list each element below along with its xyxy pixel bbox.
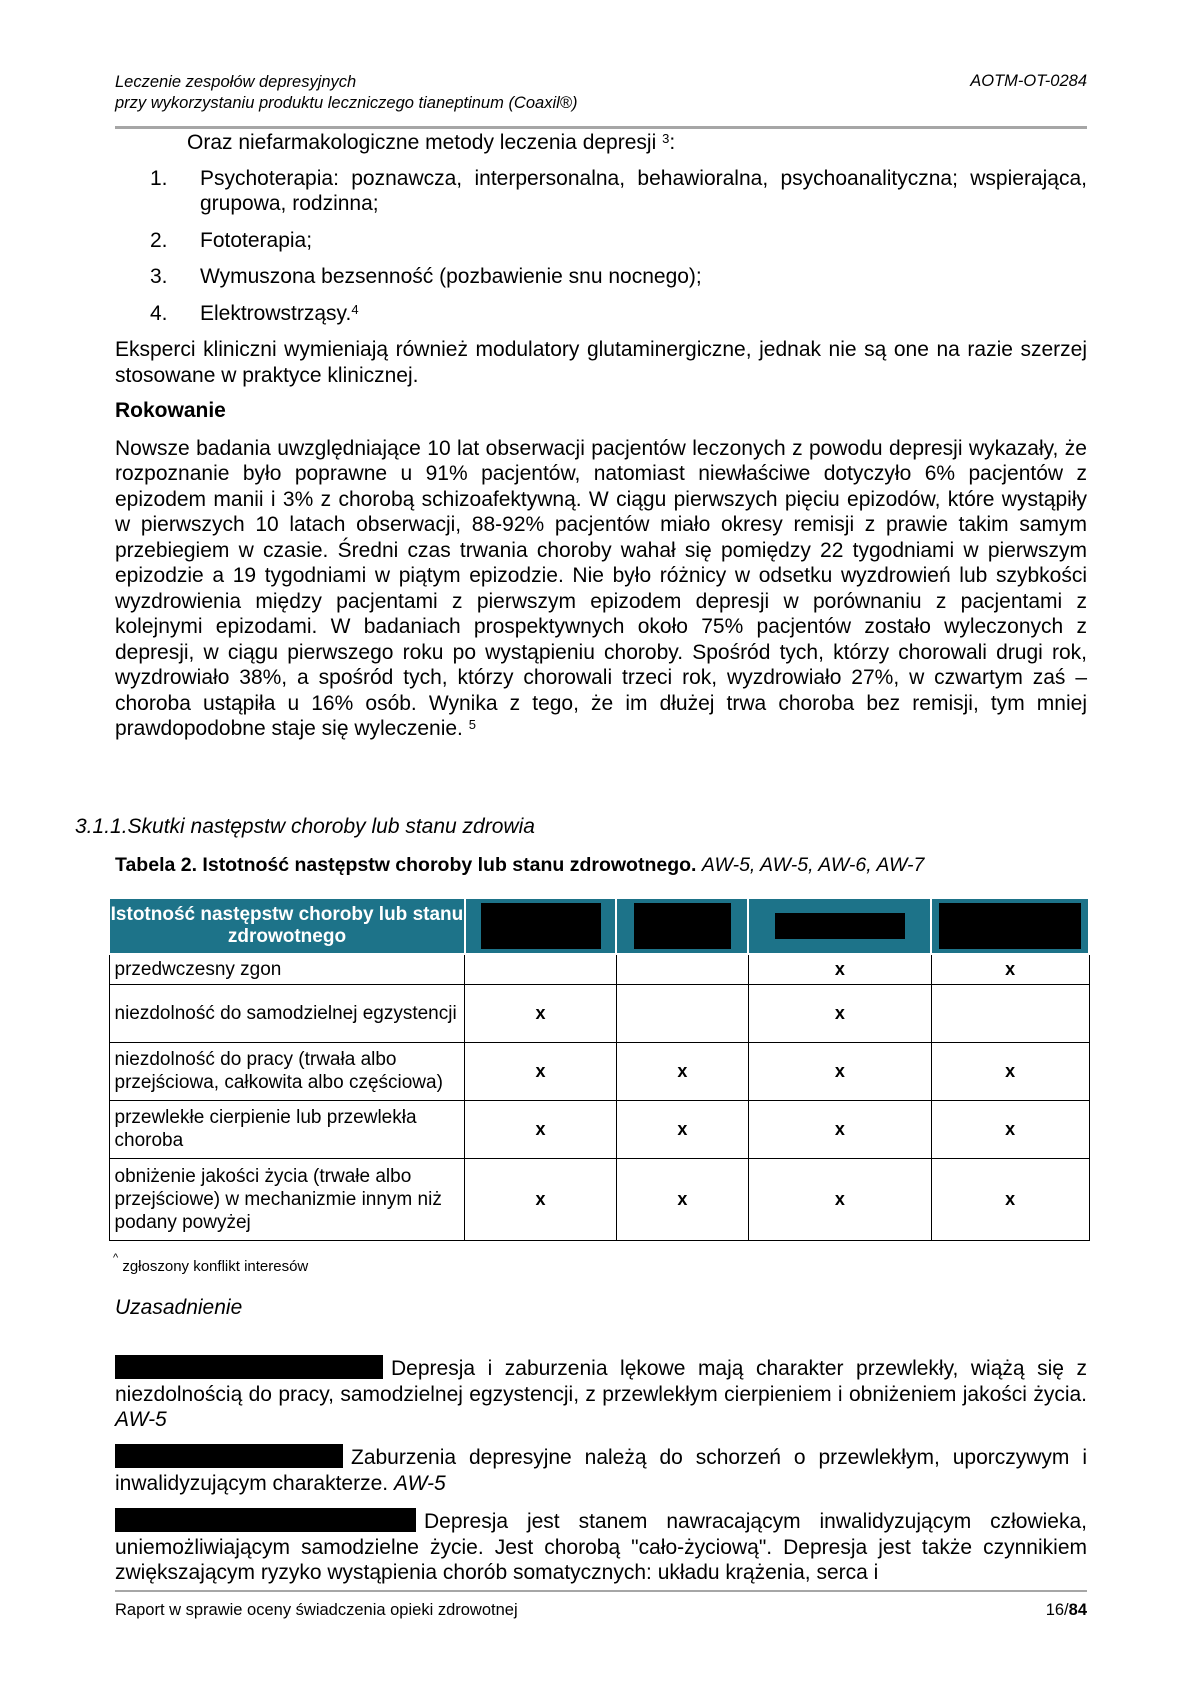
prognosis-paragraph	[115, 436, 1087, 742]
list-item-number: 1.	[150, 166, 168, 190]
row-mark	[931, 984, 1089, 1042]
redaction-block	[634, 903, 731, 949]
row-mark: x	[616, 1042, 748, 1100]
table-header-redacted	[931, 898, 1089, 954]
row-mark: x	[465, 1158, 616, 1240]
redaction-block	[775, 913, 905, 939]
redaction-block	[115, 1508, 416, 1532]
list-item-text-content: Elektrowstrząsy.	[200, 301, 352, 325]
table-row	[109, 1100, 1089, 1158]
row-mark: x	[748, 984, 931, 1042]
prognosis-text: Nowsze badania uwzględniające 10 lat obserwacji pacjentów leczonych z powodu depresji wykazały, że rozpoznanie było poprawne u 91% pacjentów, natomiast niewłaściwe dotyczyło 6% pacjentów z epizodem manii i 3% z chorobą schizoafektywną. W ciągu pierwszych pięciu epizodów, które wystąpiły w pierwszych 10 latach obserwacji, 88-92% pacjentów miało okresy remisji z prawie takim samym przebiegiem w czasie. Średni czas trwania choroby wahał się pomiędzy 22 tygodniami w pierwszym epizodzie a 19 tygodniami w piątym epizodzie. Nie było różnicy w odsetku wyzdrowień lub szybkości wyzdrowienia między pacjentami z pierwszym epizodem depresji w porównaniu z pacjentami z kolejnymi epizodami. W badaniach prospektywnych około 75% pacjentów zostało wyleczonych z depresji, w ciągu pierwszego roku po wystąpieniu choroby. Spośród tych, którzy chorowali drugi rok, wyzdrowiało 38%, a spośród tych, którzy chorowali trzeci rok, wyzdrowiało 27%, w czwartym zaś – choroba ustąpiła u 16% osób. Wynika z tego, że im dłużej trwa choroba bez remisji, tym mniej prawdopodobne staje się wyleczenie.	[115, 436, 1087, 740]
methods-list	[115, 166, 1087, 327]
table-row	[109, 1042, 1089, 1100]
justification-paragraph	[115, 1508, 1087, 1586]
row-label: obniżenie jakości życia (trwałe albo przejściowe) w mechanizmie innym niż podany powyżej	[109, 1158, 465, 1240]
table-caption-title: Tabela 2. Istotność następstw choroby lub stanu zdrowotnego.	[115, 854, 697, 876]
table-footnote-mark: ^	[113, 1252, 119, 1264]
table-row	[109, 984, 1089, 1042]
row-mark: x	[931, 1158, 1089, 1240]
page-current: 16	[1045, 1601, 1065, 1619]
row-mark	[465, 954, 616, 984]
list-item-text: Fototerapia;	[200, 228, 313, 252]
header-title	[115, 72, 577, 114]
intro-after: :	[669, 131, 676, 154]
redaction-block	[481, 903, 601, 949]
table-footnote-text: zgłoszony konflikt interesów	[122, 1258, 309, 1275]
row-mark: x	[748, 954, 931, 984]
justification-text: Depresja i zaburzenia lękowe mają charakter przewlekły, wiążą się z niezdolnością do pracy, samodzielnej egzystencji, z przewlekłym cierpieniem i obniżeniem jakości życia.	[115, 1357, 1087, 1406]
header-rule	[115, 126, 1087, 129]
experts-paragraph: Eksperci kliniczni wymieniają również modulatory glutaminergiczne, jednak nie są one na razie szerzej stosowane w praktyce klinicznej.	[115, 338, 1087, 387]
table-caption	[115, 854, 924, 877]
justification-heading: Uzasadnienie	[115, 1296, 243, 1319]
intro-paragraph	[115, 130, 1087, 156]
redaction-block	[939, 903, 1081, 949]
row-label: niezdolność do pracy (trwała albo przejściowa, całkowita albo częściowa)	[109, 1042, 465, 1100]
row-mark	[616, 954, 748, 984]
prognosis-heading: Rokowanie	[115, 399, 226, 422]
header-title-line2: przy wykorzystaniu produktu leczniczego tianeptinum (Coaxil®)	[115, 94, 578, 112]
row-mark: x	[748, 1042, 931, 1100]
list-item-number: 3.	[150, 265, 168, 288]
header-doc-code: AOTM-OT-0284	[970, 72, 1087, 90]
consequences-table	[108, 897, 1090, 1241]
row-mark: x	[465, 1042, 616, 1100]
page-total: 84	[1068, 1601, 1087, 1619]
row-mark: x	[931, 1100, 1089, 1158]
row-mark: x	[931, 954, 1089, 984]
row-mark: x	[748, 1100, 931, 1158]
list-item	[115, 166, 1087, 217]
list-item	[115, 228, 1087, 254]
justification-text: Depresja jest stanem nawracającym inwalidyzującym człowieka, uniemożliwiającym samodzielne życie. Jest chorobą "cało-życiową". Depresja jest także czynnikiem zwiększającym ryzyko wystąpienia chorób somatycznych: układu krążenia, serca i	[115, 1510, 1087, 1584]
justification-text: Zaburzenia depresyjne należą do schorzeń o przewlekłym, uporczywym i inwalidyzującym charakterze.	[115, 1446, 1087, 1495]
list-item-text	[186, 166, 1087, 217]
main-content	[115, 130, 1087, 742]
table-caption-sources: AW-5, AW-5, AW-6, AW-7	[701, 854, 925, 876]
row-mark: x	[748, 1158, 931, 1240]
list-item-text	[186, 301, 1087, 327]
header-title-line1: Leczenie zespołów depresyjnych	[115, 73, 357, 91]
row-mark: x	[465, 1100, 616, 1158]
row-label: przedwczesny zgon	[109, 954, 465, 984]
footer-title: Raport w sprawie oceny świadczenia opieki zdrowotnej	[115, 1601, 518, 1619]
table-footnote	[113, 1252, 309, 1275]
prognosis-ref: 5	[468, 717, 476, 732]
table-header-redacted	[465, 898, 616, 954]
list-item	[115, 264, 1087, 290]
justification-source: AW-5	[115, 1408, 167, 1431]
list-item-text: Wymuszona bezsenność (pozbawienie snu nocnego);	[200, 265, 702, 288]
justification-source: AW-5	[393, 1471, 446, 1495]
row-mark: x	[616, 1100, 748, 1158]
list-item-number: 4.	[150, 301, 168, 325]
table-row	[109, 1158, 1089, 1240]
intro-ref: 3	[662, 131, 670, 146]
table-header-row	[109, 898, 1089, 954]
intro-text: Oraz niefarmakologiczne metody leczenia depresji	[187, 131, 657, 154]
table-header-redacted	[748, 898, 931, 954]
page-separator: /	[1064, 1601, 1069, 1619]
page-number	[1046, 1601, 1087, 1620]
row-mark	[616, 984, 748, 1042]
table-row	[109, 954, 1089, 984]
row-label: przewlekłe cierpienie lub przewlekła choroba	[109, 1100, 465, 1158]
row-label: niezdolność do samodzielnej egzystencji	[109, 984, 465, 1042]
subsection-heading: 3.1.1.Skutki następstw choroby lub stanu zdrowia	[75, 815, 535, 838]
list-item-text-content: Psychoterapia: poznawcza, interpersonalna, behawioralna, psychoanalityczna; wspierająca, grupowa, rodzinna;	[200, 166, 1087, 215]
table-header-label: Istotność następstw choroby lub stanu zdrowotnego	[109, 898, 465, 954]
list-item-ref: 4	[351, 301, 359, 317]
row-mark: x	[931, 1042, 1089, 1100]
justification-paragraph	[115, 1444, 1087, 1496]
list-item-number: 2.	[150, 228, 168, 252]
justification-paragraph	[115, 1355, 1087, 1433]
list-item	[115, 301, 1087, 327]
row-mark: x	[465, 984, 616, 1042]
table-header-redacted	[616, 898, 748, 954]
row-mark: x	[616, 1158, 748, 1240]
footer-rule	[115, 1590, 1087, 1592]
redaction-block	[115, 1355, 383, 1379]
redaction-block	[115, 1444, 343, 1468]
